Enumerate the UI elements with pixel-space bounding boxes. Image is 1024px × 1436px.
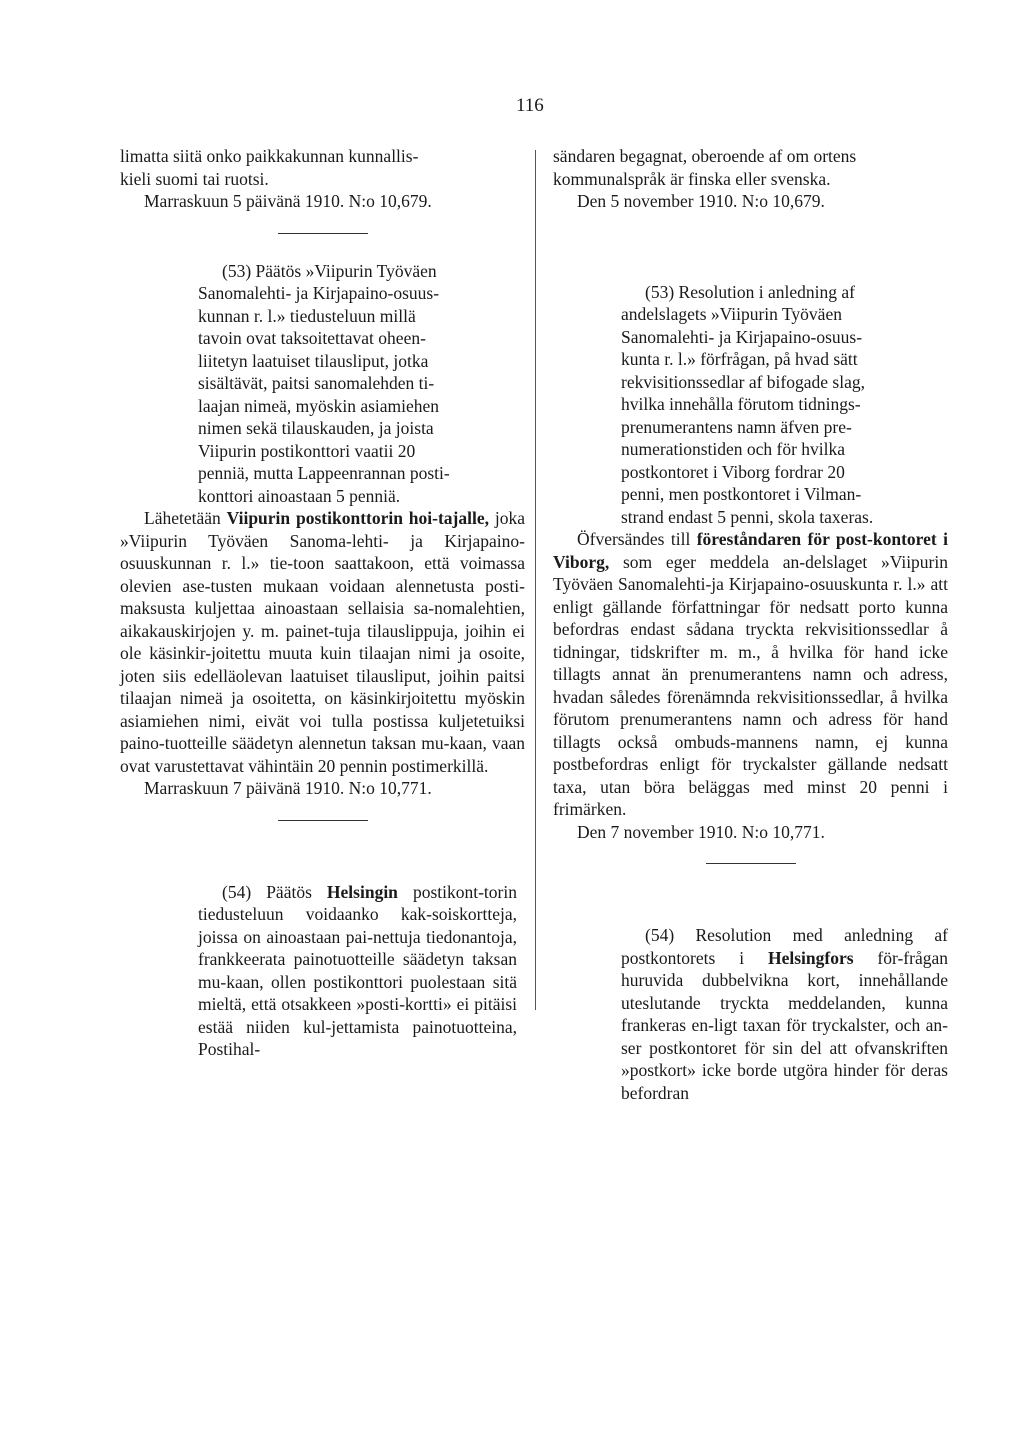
left-heading-line-6: sisältävät, paitsi sanomalehden ti- — [198, 373, 435, 393]
right-addressee: föreståndaren för post-kontoret i Viborg, — [553, 529, 948, 572]
left-heading-54: (54) Päätös Helsingin postikont-torin tiedusteluun voidaanko kak-soiskortteja, joissa on ainoastaan pai-nettuja tiedonantoja, frankkeerata painotuotteille säädetyn taksan mu-kaan, ollen postikonttori puolestaan sitä mieltä, että otsakkeen »posti-kortti» ei pitäisi estää niiden kul-jettamista painotuotteina, Postihal- — [198, 881, 517, 1059]
right-heading-line-10: penni, men postkontoret i Vilman- — [621, 484, 862, 504]
left-addressee: Viipurin postikonttorin hoi-tajalle, — [226, 508, 490, 528]
left-heading-line-8: nimen sekä tilauskauden, ja joista — [198, 418, 434, 438]
finnish-column — [120, 145, 525, 1061]
left-heading-line-5: liitetyn laatuiset tilausliput, jotka — [198, 350, 429, 371]
right-block-1-date: Den 5 november 1910. N:o 10,679. — [577, 191, 825, 211]
right-heading-54: (54) Resolution med anledning af postkontorets i Helsingfors för-frågan huruvida dubbelvikna kort, innehållande uteslutande tryckta meddelanden, kunna frankeras en-ligt taxan för tryckalster, och an-ser postkontoret för sin del att ofvanskriften »postkort» icke borde utgöra hinder för deras befordran — [621, 925, 948, 1103]
left-heading-line-7: laajan nimeä, myöskin asiamiehen — [198, 395, 440, 416]
right-block-1-line-2: kommunalspråk är finska eller svenska. — [553, 168, 831, 189]
left-heading-line-4: tavoin ovat taksoitettavat oheen- — [198, 328, 426, 348]
left-heading-53 — [120, 260, 525, 508]
column-divider — [535, 150, 536, 1010]
right-heading-line-7: prenumerantens namn äfven pre- — [621, 416, 852, 437]
left-decision-text: Lähetetään Viipurin postikonttorin hoi-tajalle, joka »Viipurin Työväen Sanoma-lehti- ja Kirjapaino-osuuskunnan r. l.» tie-toon saattakoon, että voimassa olevien ase-tusten mukaan voidaan alennetusta posti-maksusta kuljettaa ainoastaan sellaisia sa-nomalehtien, aikakauskirjojen y. m. painet-tuja tilauslippuja, joihin ei ole käsinkir-joitettu muuta kuin tilaajan nimi ja osoite, joten siis edelläolevan laatuiset tilausliput, joihin paitsi tilaajan nimeä ja osoitetta, on käsinkirjoitettu myöskin asiamiehen nimi, eivät voi tulla postissa kuljetetuiksi paino-tuotteille säädetyn alennetun taksan mu-kaan, vaan ovat varustettavat vähintäin 20 pennin postimerkillä. — [120, 508, 525, 776]
swedish-column — [553, 145, 948, 1104]
right-decision-date: Den 7 november 1910. N:o 10,771. — [577, 821, 825, 842]
left-block-1-line-1: limatta siitä onko paikkakunnan kunnallis- — [120, 146, 419, 166]
right-heading-line-6: hvilka innehålla förutom tidnings- — [621, 394, 861, 414]
right-heading-line-2: andelslagets »Viipurin Työväen — [621, 304, 842, 324]
left-heading-line-11: konttori ainoastaan 5 penniä. — [198, 485, 401, 506]
right-block-1-line-1: sändaren begagnat, oberoende af om ortens — [553, 146, 857, 166]
left-heading-line-10: penniä, mutta Lappeenrannan posti- — [198, 463, 450, 483]
right-heading-line-9: postkontoret i Viborg fordrar 20 — [621, 461, 845, 482]
left-heading-line-3: kunnan r. l.» tiedusteluun millä — [198, 305, 416, 326]
right-heading-53 — [553, 281, 948, 529]
left-heading-line-2: Sanomalehti- ja Kirjapaino-osuus- — [198, 283, 440, 303]
left-block-1-date: Marraskuun 5 päivänä 1910. N:o 10,679. — [144, 191, 432, 211]
left-block-1-line-2: kieli suomi tai ruotsi. — [120, 168, 269, 189]
page-number: 116 — [516, 95, 544, 116]
right-heading-line-5: rekvisitionssedlar af bifogade slag, — [621, 371, 865, 392]
right-office-name: Helsingfors — [767, 947, 854, 968]
left-heading-line-1: (53) Päätös »Viipurin Työväen — [222, 260, 437, 281]
right-decision-text: Öfversändes till föreståndaren för post-kontoret i Viborg, som eger meddela an-delslaget »Viipurin Työväen Sanomalehti-ja Kirjapaino-osuuskunta r. l.» att enligt gällande författningar för nedsatt porto kunna befordras endast sådana tryckta rekvisitionssedlar å tidningar, tidskrifter m. m., å hvilka för hand icke tillagts annat än prenumerantens namn och adress, hvadan således förenämnda rekvisitionssedlar, å hvilka förutom prenumerantens namn och adress för hand tillagts också ombuds-mannens namn, ej kunna postbefordras enligt för tryckalster gällande nedsatt taxa, utan böra beläggas med minst 20 penni i frimärken. — [553, 529, 948, 819]
left-office-name: Helsingin — [326, 881, 398, 902]
right-heading-line-11: strand endast 5 penni, skola taxeras. — [621, 506, 874, 527]
right-heading-line-3: Sanomalehti- ja Kirjapaino-osuus- — [621, 326, 863, 347]
left-heading-line-9: Viipurin postikonttori vaatii 20 — [198, 440, 416, 461]
right-heading-line-8: numerationstiden och för hvilka — [621, 439, 846, 459]
right-heading-line-4: kunta r. l.» förfrågan, på hvad sätt — [621, 349, 858, 369]
right-heading-line-1: (53) Resolution i anledning af — [645, 281, 855, 302]
left-decision-date: Marraskuun 7 päivänä 1910. N:o 10,771. — [144, 778, 432, 798]
